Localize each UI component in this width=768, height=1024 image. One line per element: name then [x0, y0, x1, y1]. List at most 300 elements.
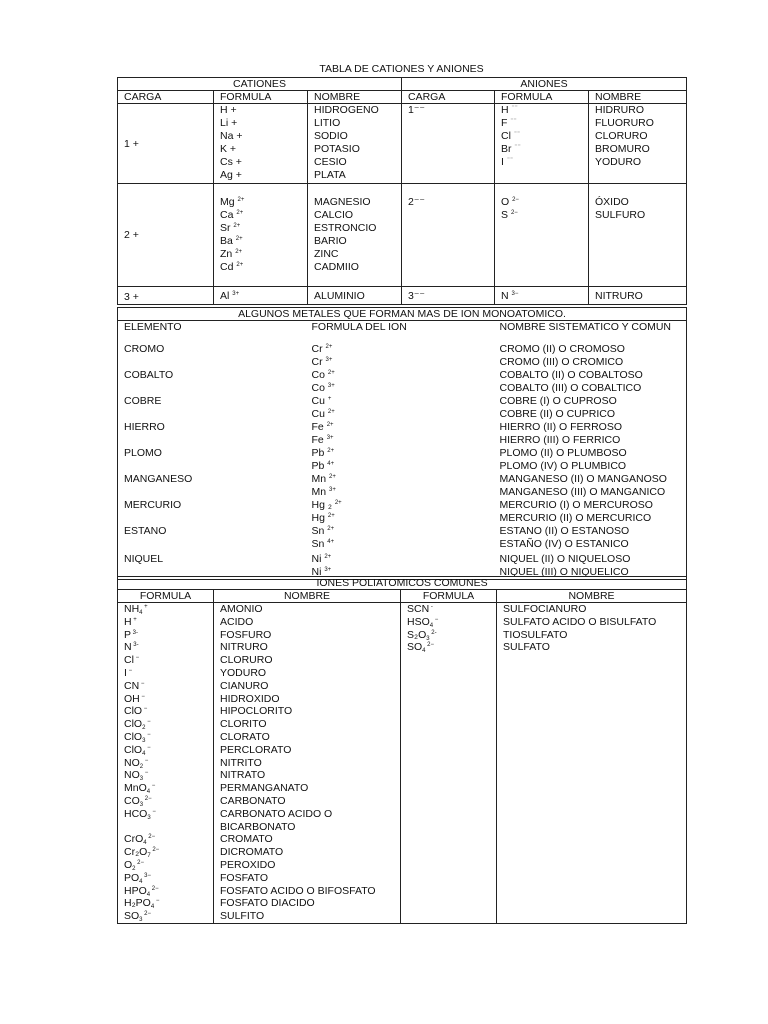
ion-name: YODURO: [220, 666, 267, 679]
ion-name: HIDROXIDO: [220, 692, 280, 705]
ion-names: [494, 473, 687, 499]
ion-formula: [124, 693, 207, 706]
formula-charge: 2−: [143, 795, 152, 802]
ion-name: FOSFURO: [220, 628, 272, 641]
charge-row: [118, 184, 687, 287]
formula-charge: 2+: [334, 500, 342, 506]
formula-charge: 2+: [236, 210, 244, 216]
formula-charge: ⁻⁻: [506, 157, 514, 163]
ion-formula: [124, 769, 207, 782]
ion-formula: [312, 460, 488, 473]
anion-names: [589, 184, 687, 287]
element-label: CROMO: [124, 343, 165, 355]
anion-formulas: [495, 184, 589, 287]
formula-base: CrO: [124, 833, 144, 846]
ion-formula: [220, 196, 301, 209]
formula-base: H₂PO: [124, 897, 151, 910]
formula-charge: 2+: [325, 344, 333, 350]
ion-name: ACIDO: [220, 615, 254, 628]
ion-formula: Cs +: [220, 156, 242, 168]
formula-base: S₂O: [407, 628, 427, 641]
ion-name: HIERRO (III) O FERRICO: [499, 434, 621, 446]
col-header: FORMULA: [495, 91, 589, 104]
formula-base: Zn: [220, 248, 233, 260]
cation-charge: 1 +: [118, 104, 214, 184]
ion-formula: [124, 808, 207, 821]
ion-formula: [124, 846, 207, 859]
formula-charge: 2+: [327, 448, 335, 454]
formula-base: S: [501, 209, 509, 221]
ion-formula: [220, 261, 301, 274]
anion-names: [589, 104, 687, 184]
ion-name: CARBONATO ACIDO O: [220, 807, 333, 820]
element-name: [118, 421, 306, 447]
cation-formulas: [214, 104, 308, 184]
ion-formula: [220, 235, 301, 248]
formula-charge: −: [154, 898, 160, 905]
ion-formula: [312, 434, 488, 447]
element-name: [118, 473, 306, 499]
ion-name: CROMO (III) O CROMICO: [499, 356, 624, 368]
metal-row: [118, 499, 687, 525]
ion-name: FOSFATO ACIDO O BIFOSFATO: [220, 884, 376, 897]
formula-charge: 2+: [324, 554, 332, 560]
cation-names: [308, 184, 402, 287]
ion-name: PERCLORATO: [220, 743, 292, 756]
formula-base: Hg ₂: [311, 499, 332, 511]
formula-charge: ⁻⁻: [514, 144, 521, 150]
formula-base: Fe: [311, 434, 324, 446]
formula-base: Mn: [311, 486, 327, 498]
page-title: TABLA DE CATIONES Y ANIONES: [319, 63, 484, 75]
ion-formula: [312, 486, 488, 499]
ion-formula: [501, 196, 582, 209]
formula-subscript: 4: [429, 622, 434, 629]
element-label: COBRE: [124, 395, 162, 407]
element-label: ESTANO: [124, 525, 167, 537]
ion-formula: [124, 705, 207, 718]
formula-charge: −: [133, 655, 140, 662]
formula-subscript: 4: [146, 789, 151, 796]
cation-name: SODIO: [314, 130, 348, 142]
formula-charge: 4+: [327, 539, 335, 545]
formula-charge: 2+: [235, 236, 243, 242]
ion-formula: K +: [220, 143, 237, 155]
ion-formula: [501, 209, 582, 222]
formula-charge: 2+: [326, 422, 334, 428]
anion-names: [589, 287, 687, 305]
element-name: [118, 395, 306, 421]
formula-base: NH: [124, 603, 140, 615]
metal-row: [118, 333, 687, 369]
ion-formula: [124, 872, 207, 885]
ion-name: MANGANESO (III) O MANGANICO: [499, 486, 666, 498]
element-label: MANGANESO: [124, 473, 193, 485]
ion-formulas: [306, 525, 494, 551]
formula-charge: −: [150, 783, 156, 790]
anion-name: HIDRURO: [595, 104, 644, 116]
element-name: [118, 369, 306, 395]
cation-name: ESTRONCIO: [314, 222, 377, 234]
formula-base: Ni: [311, 553, 322, 565]
ion-names: [494, 369, 687, 395]
ion-formula: [407, 641, 490, 654]
ion-formula: Na +: [220, 130, 243, 142]
ion-formula: H +: [220, 104, 237, 116]
formula-charge: 2+: [327, 409, 335, 415]
formula-base: Cl: [501, 130, 511, 142]
ion-formula: [312, 382, 488, 395]
formula-base: MnO: [124, 782, 147, 795]
formula-charge: 2+: [237, 197, 245, 203]
metal-row: [118, 473, 687, 499]
formula-charge: 2+: [327, 513, 335, 519]
formula-charge: 3−: [511, 291, 519, 297]
ion-formula: [124, 795, 207, 808]
formula-base: H: [501, 104, 509, 116]
col-header: FORMULA: [401, 590, 497, 603]
col-header: NOMBRE: [497, 590, 687, 603]
formula-base: ClO: [124, 718, 143, 731]
ion-formulas: [306, 333, 494, 369]
ion-name: NITRITO: [220, 756, 262, 769]
formula-subscript: 7: [147, 853, 151, 860]
polyatomic-ions-table: [117, 576, 687, 924]
formula-charge: +: [327, 396, 332, 402]
formula-charge: 2+: [236, 262, 244, 268]
formula-charge: 2+: [327, 526, 335, 532]
ion-formula: [501, 290, 582, 303]
cation-name: CADMIIO: [314, 261, 359, 273]
ion-formulas: [306, 395, 494, 421]
anion-name: NITRURO: [595, 290, 643, 302]
formula-charge: 3−: [142, 872, 152, 879]
cation-name: MAGNESIO: [314, 196, 371, 208]
ion-name: COBRE (II) O CUPRICO: [499, 408, 616, 420]
element-label: MERCURIO: [124, 499, 182, 511]
ion-name: CARBONATO: [220, 794, 286, 807]
formula-subscript: 4: [139, 878, 143, 885]
formula-base: Al: [220, 290, 230, 302]
ion-formula: [220, 290, 301, 303]
ion-name: CIANURO: [220, 679, 269, 692]
formula-charge: −: [150, 808, 156, 815]
formula-base: Cu: [311, 408, 325, 420]
formula-charge: ⁻⁻: [510, 118, 517, 124]
ion-formula: [312, 395, 488, 408]
cation-formulas: [214, 184, 308, 287]
formula-base: Cu: [311, 395, 325, 407]
formula-subscript: 3: [147, 814, 151, 821]
formula-base: Pb: [311, 460, 325, 472]
ion-name: CLORURO: [220, 654, 273, 667]
formula-base: NO: [124, 769, 140, 782]
right-formulas: [401, 603, 497, 924]
ion-name: MANGANESO (II) O MANGANOSO: [499, 473, 667, 485]
cation-name: POTASIO: [314, 143, 360, 155]
col-header: NOMBRE SISTEMATICO Y COMUN: [494, 321, 687, 334]
ion-formula: [124, 885, 207, 898]
formula-subscript: 3: [426, 635, 430, 642]
ion-formula: [124, 629, 207, 642]
ion-formula: [312, 473, 488, 486]
formula-subscript: 3: [139, 776, 144, 783]
formula-charge: −: [139, 680, 145, 687]
anions-header: ANIONES: [402, 78, 687, 91]
col-header: ELEMENTO: [118, 321, 306, 334]
col-header: FORMULA: [118, 590, 214, 603]
ion-name: FOSFATO DIACIDO: [220, 897, 315, 910]
formula-charge: −: [126, 667, 133, 674]
table-title: ALGUNOS METALES QUE FORMAN MAS DE ION MONOATOMICO.: [118, 308, 687, 321]
cation-charge: 3 +: [118, 287, 214, 305]
ion-formula: [501, 117, 582, 130]
formula-charge: −: [433, 616, 439, 623]
ion-name: SULFATO ACIDO O BISULFATO: [503, 615, 657, 628]
cation-formulas: [214, 287, 308, 305]
ion-formula: [124, 603, 207, 616]
cation-name: LITIO: [314, 117, 341, 129]
ion-formula: [124, 744, 207, 757]
formula-charge: 3+: [324, 567, 332, 573]
ion-name: NITRURO: [220, 641, 268, 654]
ion-formula: [312, 408, 488, 421]
element-name: [118, 499, 306, 525]
ion-formulas: [306, 369, 494, 395]
formula-subscript: 4: [422, 648, 426, 655]
anion-charge: 3⁻⁻: [402, 287, 495, 305]
ion-formula: [124, 859, 207, 872]
formula-base: Ba: [220, 235, 233, 247]
ion-name: CLORATO: [220, 730, 270, 743]
formula-charge: 3+: [326, 435, 334, 441]
formula-subscript: 2: [139, 763, 144, 770]
formula-base: H: [124, 615, 132, 628]
formula-base: Ni: [311, 566, 322, 578]
formula-base: Sr: [220, 222, 231, 234]
formula-charge: −: [142, 706, 148, 713]
ion-name: SULFITO: [220, 910, 265, 923]
formula-charge: −: [143, 770, 149, 777]
ion-name: PLOMO (IV) O PLUMBICO: [499, 460, 627, 472]
ion-name: CROMO (II) O CROMOSO: [499, 343, 625, 355]
formula-base: SO: [407, 641, 423, 654]
ion-formula: [312, 343, 488, 356]
col-header: CARGA: [118, 91, 214, 104]
formula-charge: −: [145, 744, 151, 751]
ion-formula: [124, 641, 207, 654]
formula-charge: 2−: [512, 197, 519, 203]
ion-formula: [124, 897, 207, 910]
ion-name: HIERRO (II) O FERROSO: [499, 421, 623, 433]
formula-base: Fe: [311, 421, 324, 433]
ion-name: NIQUEL (III) O NIQUELICO: [499, 566, 629, 578]
formula-charge: 2+: [329, 474, 336, 480]
ion-formula: [124, 718, 207, 731]
formula-subscript: 3: [139, 917, 143, 924]
formula-base: SCN: [407, 603, 430, 615]
formula-charge: 2+: [327, 370, 335, 376]
formula-charge: 3-: [131, 642, 139, 649]
formula-base: Cl: [124, 654, 134, 667]
ion-formula: [407, 603, 490, 616]
formula-base: Br: [501, 143, 512, 155]
formula-base: ClO: [124, 705, 143, 718]
ion-formula: [124, 910, 207, 923]
element-name: [118, 333, 306, 369]
ion-formula: [312, 538, 488, 551]
formula-charge: +: [131, 616, 137, 623]
ion-name: NIQUEL (II) O NIQUELOSO: [499, 553, 631, 565]
anion-charge: 2⁻⁻: [402, 184, 495, 287]
anion-name: BROMURO: [595, 143, 650, 155]
ion-name: SULFATO: [503, 641, 550, 654]
anion-charge: 1⁻⁻: [402, 104, 495, 184]
col-header: FORMULA DEL ION: [311, 321, 407, 333]
ion-formula: [407, 629, 490, 642]
ion-formula: [124, 833, 207, 846]
formula-charge: 2−: [425, 642, 435, 649]
formula-base: SO: [124, 910, 140, 923]
formula-charge: −: [145, 719, 151, 726]
ion-name: COBALTO (II) O COBALTOSO: [499, 369, 643, 381]
ion-names: [494, 421, 687, 447]
ion-formula: [220, 209, 301, 222]
formula-charge: ⁻⁻: [513, 131, 521, 137]
ion-name: FOSFATO: [220, 871, 269, 884]
metal-row: [118, 525, 687, 551]
ion-name: PEROXIDO: [220, 858, 276, 871]
formula-base: I: [501, 156, 504, 168]
ion-name: PLOMO (II) O PLUMBOSO: [499, 447, 627, 459]
formula-charge: −: [143, 757, 149, 764]
ion-formula: [312, 553, 488, 566]
formula-subscript: 4: [146, 891, 151, 898]
col-header: CARGA: [402, 91, 495, 104]
ion-names: [494, 395, 687, 421]
formula-base: Cr: [311, 343, 323, 355]
formula-charge: 2−: [150, 885, 159, 892]
formula-base: Pb: [311, 447, 325, 459]
element-name: [118, 525, 306, 551]
formula-charge: 3+: [232, 291, 240, 297]
formula-base: Hg: [311, 512, 325, 524]
metal-row: [118, 369, 687, 395]
ion-formula: [501, 130, 582, 143]
ion-name: COBRE (I) O CUPROSO: [499, 395, 617, 407]
ion-formula: [124, 616, 207, 629]
element-name: [118, 447, 306, 473]
formula-subscript: 4: [139, 610, 143, 616]
ion-name: ESTANO (II) O ESTANOSO: [499, 525, 630, 537]
ion-name: COBALTO (III) O COBALTICO: [499, 382, 642, 394]
formula-base: Co: [311, 382, 325, 394]
formula-base: Cr₂O: [124, 846, 148, 859]
formula-charge: 3-: [131, 629, 139, 636]
formula-subscript: 3: [142, 737, 146, 744]
ion-names: [494, 447, 687, 473]
ion-formula: [312, 421, 488, 434]
ion-name: NITRATO: [220, 769, 266, 782]
ion-formula: [124, 731, 207, 744]
ion-formula: [501, 156, 582, 169]
formula-base: N: [124, 641, 132, 654]
ion-formulas: [306, 447, 494, 473]
formula-charge: +: [142, 604, 148, 610]
anion-formulas: [495, 287, 589, 305]
formula-charge: 3+: [329, 487, 336, 493]
formula-charge: 2-: [429, 629, 437, 636]
formula-base: CN: [124, 679, 140, 692]
ion-formulas: [306, 473, 494, 499]
ion-formula: [312, 512, 488, 525]
formula-charge: −: [145, 731, 151, 738]
formula-base: Sn: [311, 538, 325, 550]
formula-charge: -: [429, 604, 433, 610]
formula-base: ClO: [124, 730, 143, 743]
anion-name: YODURO: [595, 156, 642, 168]
element-label: HIERRO: [124, 421, 165, 433]
left-names: [214, 603, 401, 924]
col-header: NOMBRE: [214, 590, 401, 603]
metal-row: [118, 447, 687, 473]
ion-name: DICROMATO: [220, 846, 284, 859]
cation-name: CESIO: [314, 156, 347, 168]
formula-subscript: 3: [139, 801, 144, 808]
anion-name: FLUORURO: [595, 117, 654, 129]
ion-name: TIOSULFATO: [503, 628, 568, 641]
formula-base: NO: [124, 756, 140, 769]
formula-base: O: [124, 858, 133, 871]
formula-base: Co: [311, 369, 325, 381]
cations-anions-body: [118, 104, 687, 305]
right-names: [497, 603, 687, 924]
formula-charge: 2−: [510, 210, 518, 216]
charge-row: [118, 287, 687, 305]
formula-base: HPO: [124, 884, 147, 897]
ion-formula: [220, 248, 301, 261]
formula-charge: 2−: [135, 859, 145, 866]
formula-base: I: [124, 666, 127, 679]
element-label: COBALTO: [124, 369, 174, 381]
formula-charge: 2+: [233, 223, 241, 229]
formula-charge: ⁻⁻: [511, 105, 518, 111]
col-header: NOMBRE: [589, 91, 687, 104]
ion-formula: [124, 667, 207, 680]
cation-name: ZINC: [314, 248, 339, 260]
formula-base: Cd: [220, 261, 234, 273]
metal-row: [118, 395, 687, 421]
cation-charge: 2 +: [118, 184, 214, 287]
ion-formula: [124, 757, 207, 770]
ion-formula: [124, 821, 207, 834]
metal-row: [118, 421, 687, 447]
ion-name: MERCURIO (I) O MERCUROSO: [499, 499, 653, 511]
formula-base: Ca: [220, 209, 234, 221]
formula-subscript: 4: [143, 840, 147, 847]
cation-name: HIDROGENO: [314, 104, 379, 116]
col-header: NOMBRE: [308, 91, 402, 104]
cations-anions-table: [117, 77, 687, 305]
ion-name: AMONIO: [220, 603, 263, 615]
table-title: IONES POLIATOMICOS COMUNES: [118, 577, 687, 590]
ion-formula: [124, 680, 207, 693]
formula-base: HCO: [124, 807, 148, 820]
formula-charge: 2−: [142, 911, 152, 918]
formula-base: OH: [124, 692, 140, 705]
charge-row: [118, 104, 687, 184]
formula-base: ClO: [124, 743, 143, 756]
